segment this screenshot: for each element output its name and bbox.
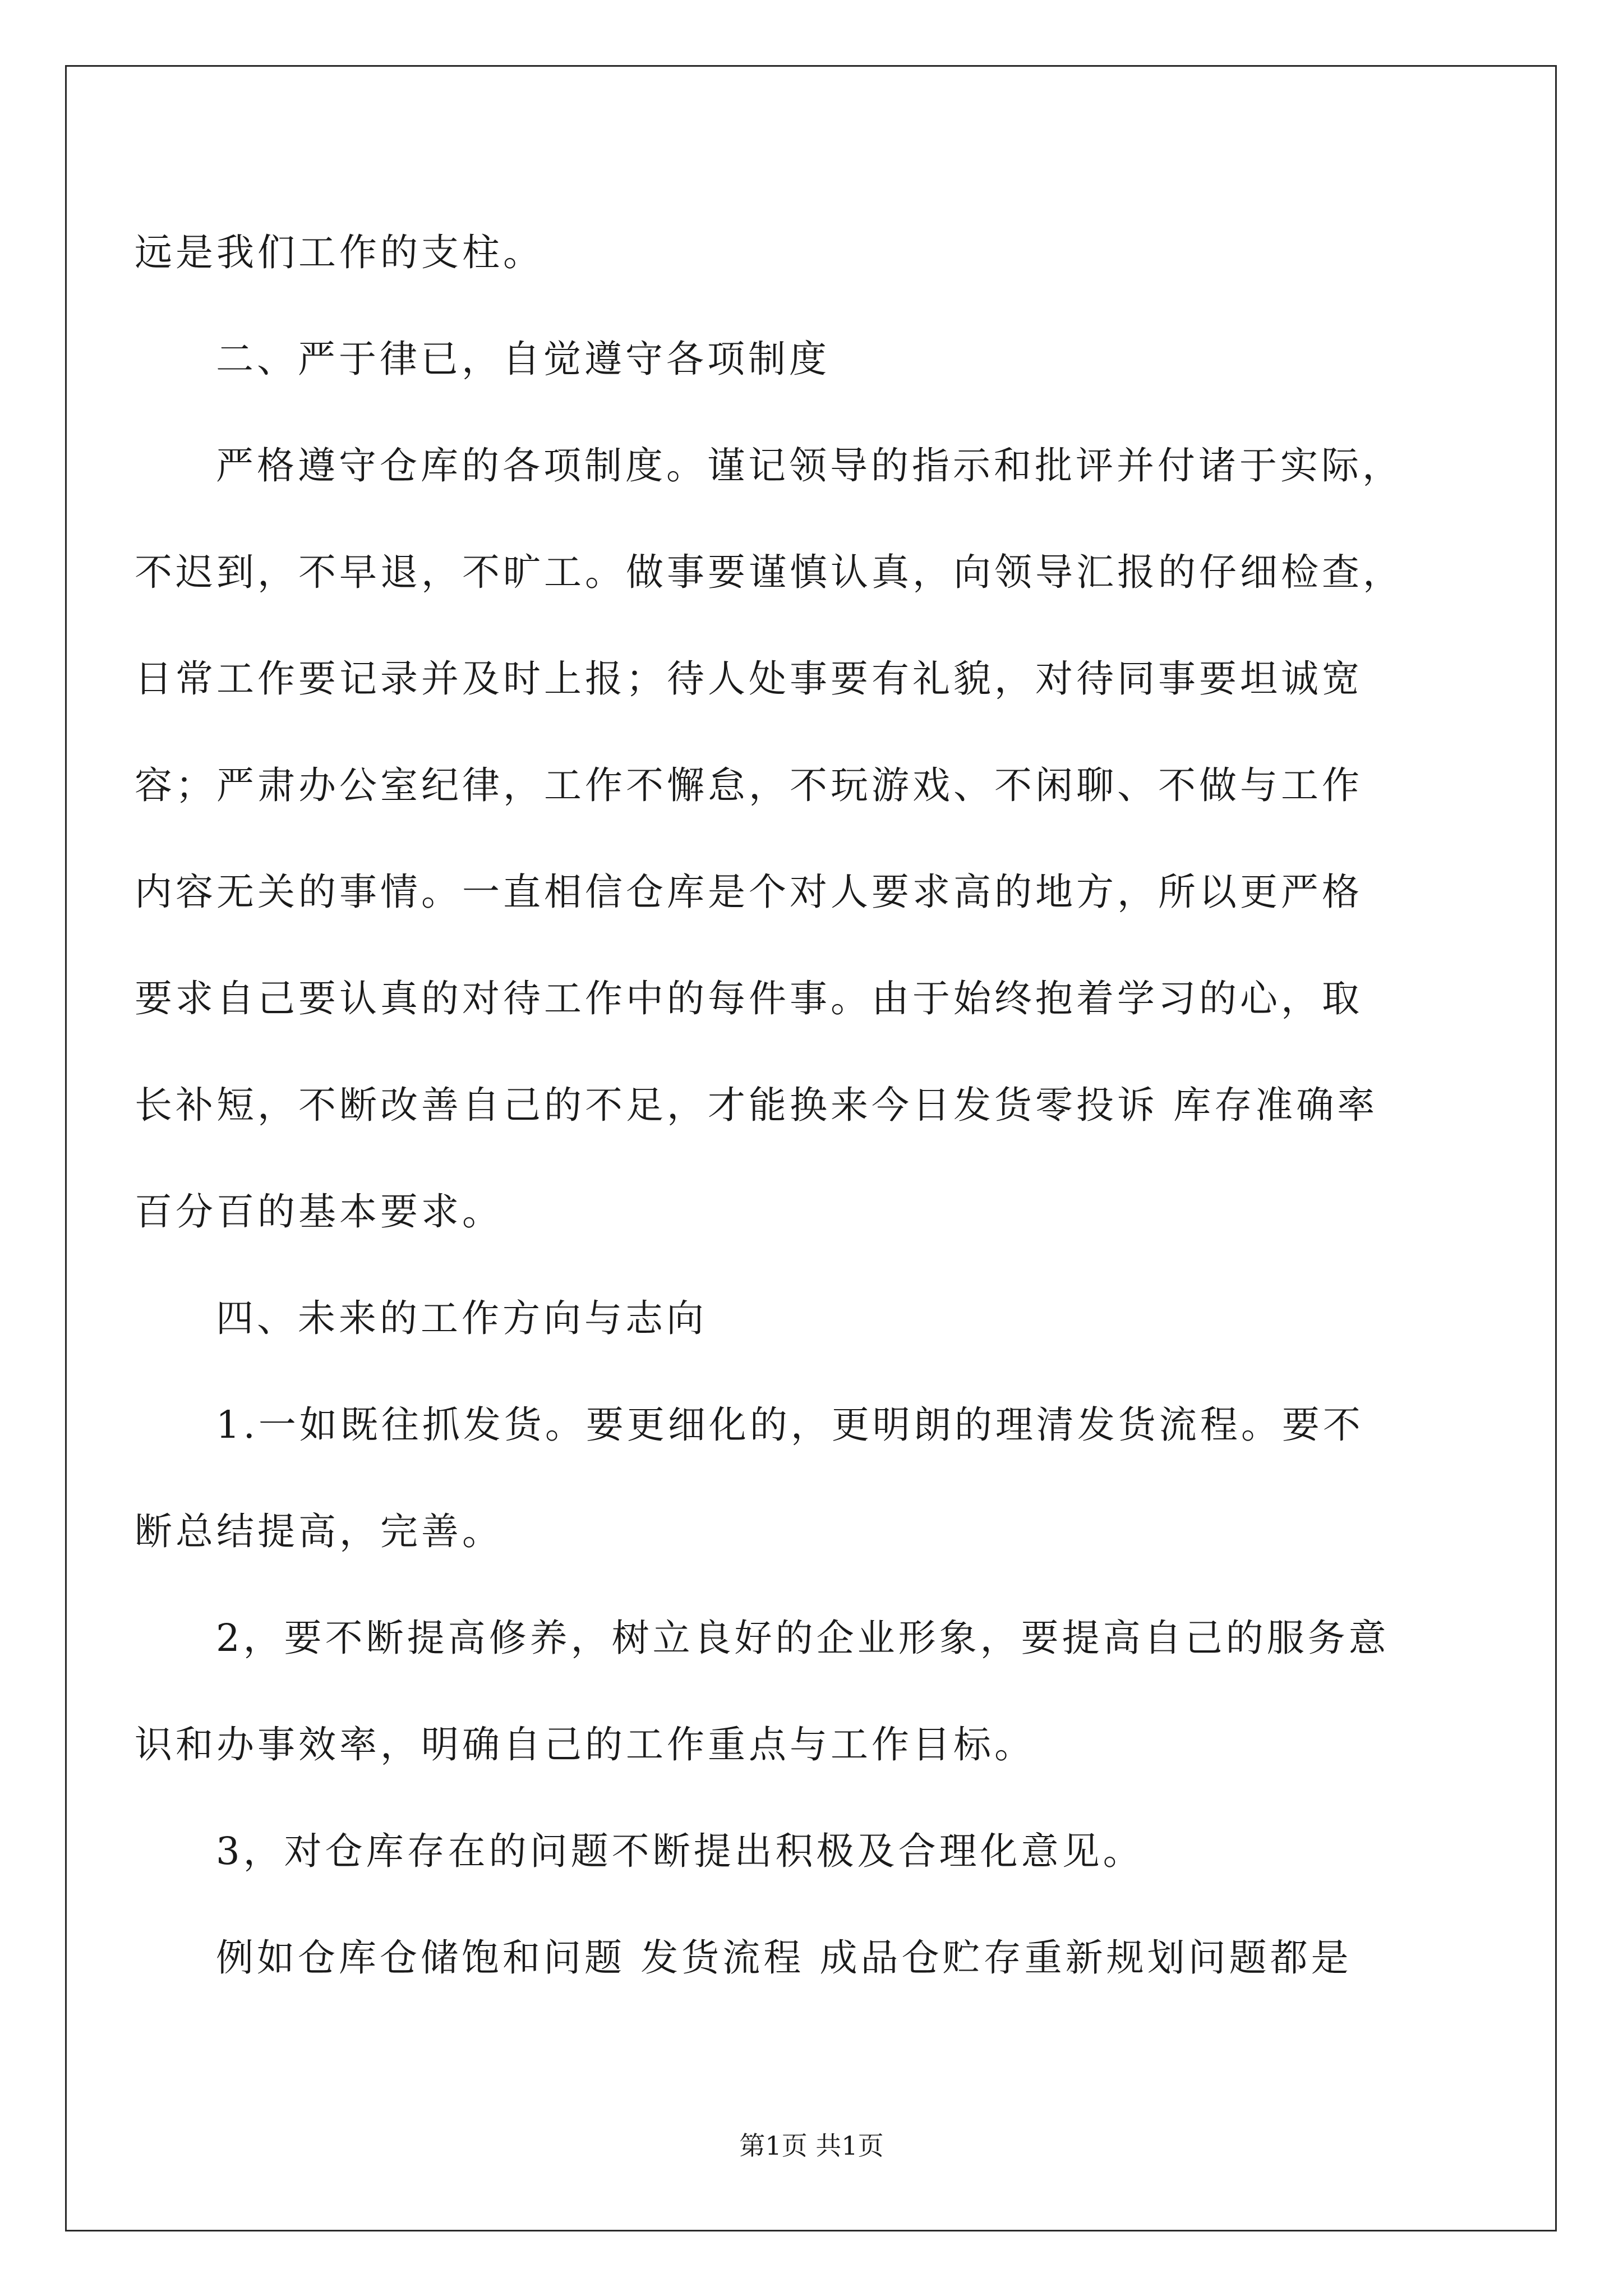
section-heading-2: 二、严于律已，自觉遵守各项制度 <box>216 337 830 381</box>
text-line-13: 断总结提高，完善。 <box>135 1510 503 1553</box>
text-line-8: 要求自己要认真的对待工作中的每件事。由于始终抱着学习的心，取 <box>135 977 1363 1020</box>
text-line-3: 严格遵守仓库的各项制度。谨记领导的指示和批评并付诸于实际， <box>216 444 1403 487</box>
text-line-10: 百分百的基本要求。 <box>135 1190 503 1234</box>
text-line-6: 容；严肃办公室纪律，工作不懈怠，不玩游戏、不闲聊、不做与工作 <box>135 763 1363 807</box>
text-line-14: 2，要不断提高修养，树立良好的企业形象，要提高自己的服务意 <box>216 1616 1390 1660</box>
document-body <box>135 67 1481 2059</box>
text-line-15: 识和办事效率，明确自己的工作重点与工作目标。 <box>135 1723 1035 1766</box>
text-line-17: 例如仓库仓储饱和问题 发货流程 成品仓贮存重新规划问题都是 <box>216 1936 1352 1980</box>
section-heading-4: 四、未来的工作方向与志向 <box>216 1296 707 1340</box>
text-line-9: 长补短，不断改善自己的不足，才能换来今日发货零投诉 库存准确率 <box>135 1083 1378 1127</box>
text-line-7: 内容无关的事情。一直相信仓库是个对人要求高的地方，所以更严格 <box>135 870 1363 914</box>
text-line-16: 3，对仓库存在的问题不断提出积极及合理化意见。 <box>216 1829 1144 1873</box>
page-footer: 第1页 共1页 <box>739 2131 884 2161</box>
text-line-5: 日常工作要记录并及时上报；待人处事要有礼貌，对待同事要坦诚宽 <box>135 657 1363 701</box>
text-line-4: 不迟到，不早退，不旷工。做事要谨慎认真，向领导汇报的仔细检查， <box>135 550 1404 594</box>
text-line-12: 1.一如既往抓发货。要更细化的，更明朗的理清发货流程。要不 <box>216 1403 1364 1447</box>
text-line-1: 远是我们工作的支柱。 <box>135 231 544 274</box>
